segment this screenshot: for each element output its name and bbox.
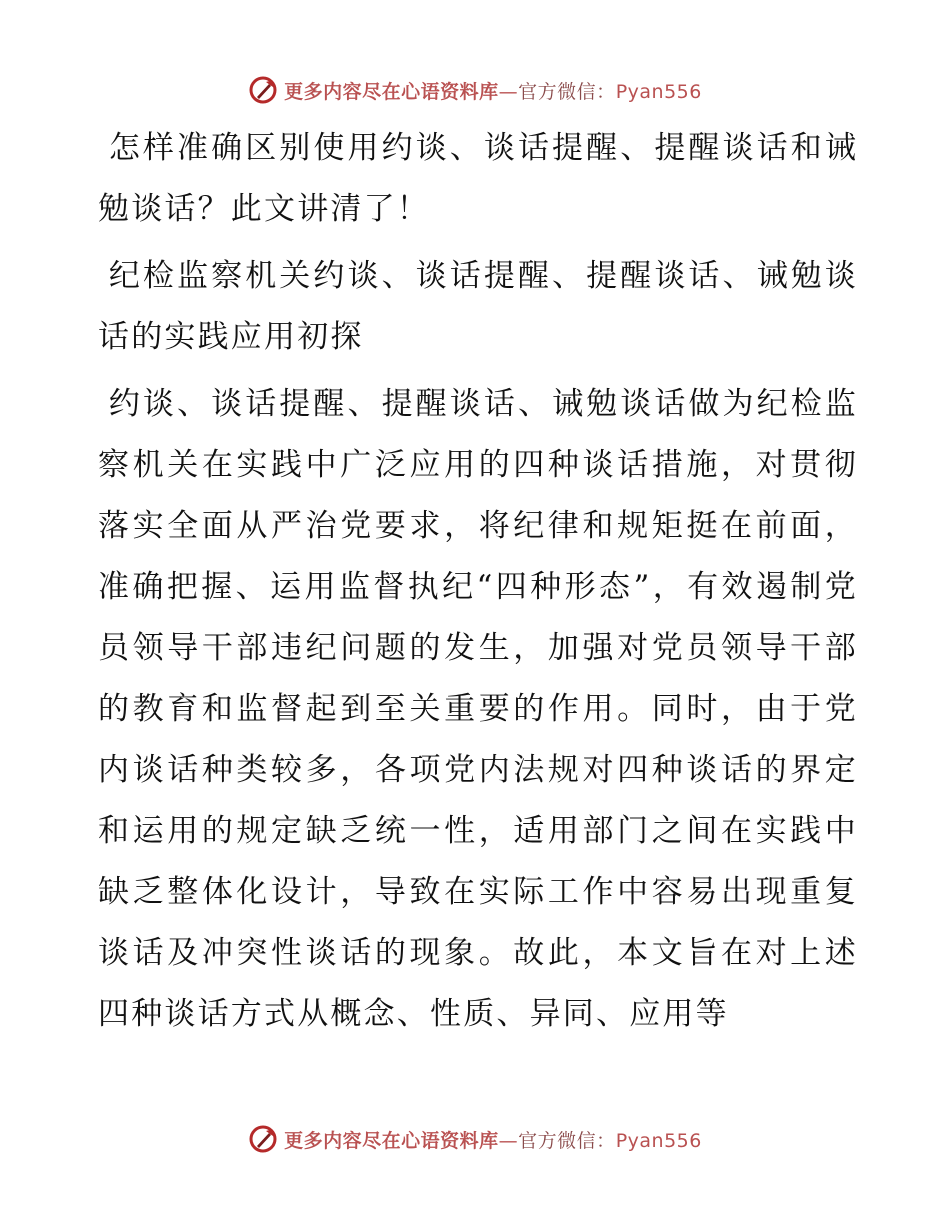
document-body-paragraph: 约谈、谈话提醒、提醒谈话、诫勉谈话做为纪检监察机关在实践中广泛应用的四种谈话措施，对贯彻落实全面从严治党要求，将纪律和规矩挺在前面，准确把握、运用监督执纪“四种形态”，有效遏制党员领导干部违纪问题的发生，加强对党员领导干部的教育和监督起到至关重要的作用。同时，由于党内谈话种类较多，各项党内法规对四种谈话的界定和运用的规定缺乏统一性，适用部门之间在实践中缺乏整体化设计，导致在实际工作中容易出现重复谈话及冲突性谈话的现象。故此，本文旨在对上述四种谈话方式从概念、性质、异同、应用等 [98,386,858,1032]
document-title: 怎样准确区别使用约谈、谈话提醒、提醒谈话和诫勉谈话？此文讲清了！ [98,130,858,227]
banner-dash: — [498,1129,519,1152]
header-banner [0,72,950,108]
banner-official-label: 官方微信： [518,80,616,103]
banner-official-label: 官方微信： [518,1129,616,1152]
banner-handle: Pyan556 [615,1129,702,1152]
footer-banner [0,1121,950,1157]
banner-lead: 更多内容尽在心语资料库 [284,1129,499,1152]
banner-lead: 更多内容尽在心语资料库 [284,80,499,103]
banner-handle: Pyan556 [615,80,702,103]
document-subtitle: 纪检监察机关约谈、谈话提醒、提醒谈话、诫勉谈话的实践应用初探 [98,258,858,355]
footer-banner-text [284,1126,702,1153]
header-banner-text [284,77,702,104]
quill-logo-icon [248,75,278,105]
quill-logo-icon [248,1124,278,1154]
document-content [98,118,858,1045]
banner-dash: — [498,80,519,103]
